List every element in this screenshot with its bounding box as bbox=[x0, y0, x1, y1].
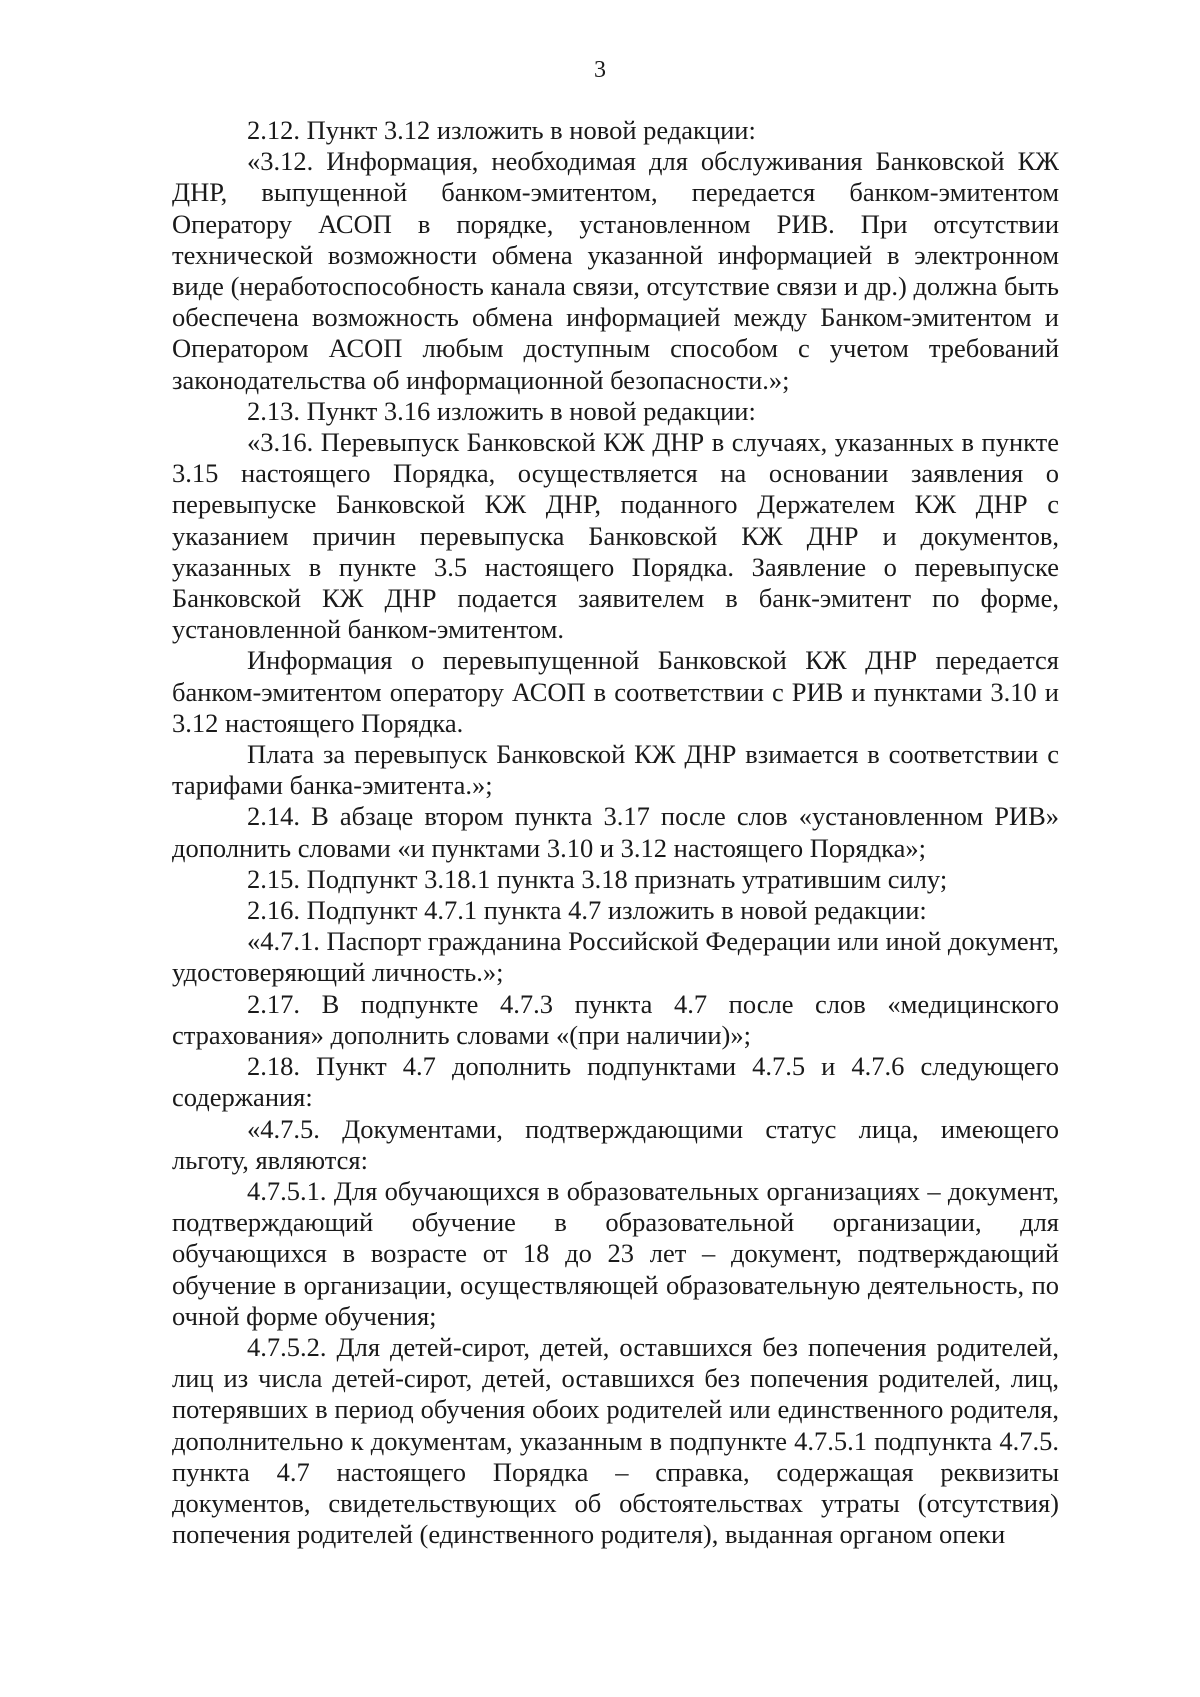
paragraph-3-16-text: «3.16. Перевыпуск Банковской КЖ ДНР в случаях, указанных в пункте 3.15 настоящего Порядка, осуществляется на основании заявления о перевыпуске Банковской КЖ ДНР, поданного Держателем КЖ ДНР с указанием причин перевыпуска Банковской КЖ ДНР и документов, указанных в пункте 3.5 настоящего Порядка. Заявление о перевыпуске Банковской КЖ ДНР подается заявителем в банк-эмитент по форме, установленной банком-эмитентом. bbox=[172, 427, 1059, 645]
page-number: 3 bbox=[594, 57, 606, 83]
paragraph-reissue-fee: Плата за перевыпуск Банковской КЖ ДНР взимается в соответствии с тарифами банка-эмитента.»; bbox=[172, 739, 1059, 801]
paragraph-4-7-5-1: 4.7.5.1. Для обучающихся в образовательных организациях – документ, подтверждающий обучение в образовательной организации, для обучающихся в возрасте от 18 до 23 лет – документ, подтверждающий обучение в организации, осуществляющей образовательную деятельность, по очной форме обучения; bbox=[172, 1175, 1059, 1331]
paragraph-2-15: 2.15. Подпункт 3.18.1 пункта 3.18 признать утратившим силу; bbox=[247, 863, 948, 894]
paragraph-4-7-5-2: 4.7.5.2. Для детей-сирот, детей, оставшихся без попечения родителей, лиц из числа детей-сирот, детей, оставшихся без попечения родителей, лиц, потерявших в период обучения обоих родителей или единственного родителя, дополнительно к документам, указанным в подпункте 4.7.5.1 подпункта 4.7.5. пункта 4.7 настоящего Порядка – справка, содержащая реквизиты документов, свидетельствующих об обстоятельствах утраты (отсутствия) попечения родителей (единственного родителя), выданная органом опеки bbox=[172, 1331, 1059, 1550]
paragraph-2-16: 2.16. Подпункт 4.7.1 пункта 4.7 изложить в новой редакции: bbox=[247, 895, 927, 926]
paragraph-2-17: 2.17. В подпункте 4.7.3 пункта 4.7 после слов «медицинского страхования» дополнить словами «(при наличии)»; bbox=[172, 988, 1059, 1050]
paragraph-2-12: 2.12. Пункт 3.12 изложить в новой редакции: bbox=[247, 115, 756, 145]
paragraph-reissue-info: Информация о перевыпущенной Банковской КЖ ДНР передается банком-эмитентом оператору АСОП в соответствии с РИВ и пунктами 3.10 и 3.12 настоящего Порядка. bbox=[172, 645, 1059, 738]
paragraph-3-12-text: «3.12. Информация, необходимая для обслуживания Банковской КЖ ДНР, выпущенной банком-эмитентом, передается банком-эмитентом Оператору АСОП в порядке, установленном РИВ. При отсутствии технической возможности обмена указанной информацией в электронном виде (неработоспособность канала связи, отсутствие связи и др.) должна быть обеспечена возможность обмена информацией между Банком-эмитентом и Оператором АСОП любым доступным способом с учетом требований законодательства об информационной безопасности.»; bbox=[172, 146, 1059, 395]
paragraph-2-18: 2.18. Пункт 4.7 дополнить подпунктами 4.7.5 и 4.7.6 следующего содержания: bbox=[172, 1051, 1059, 1113]
document-body bbox=[172, 115, 1059, 1550]
paragraph-2-14: 2.14. В абзаце втором пункта 3.17 после слов «установленном РИВ» дополнить словами «и пунктами 3.10 и 3.12 настоящего Порядка»; bbox=[172, 801, 1059, 863]
paragraph-4-7-1-text: «4.7.1. Паспорт гражданина Российской Федерации или иной документ, удостоверяющий личность.»; bbox=[172, 926, 1059, 988]
paragraph-4-7-5-text: «4.7.5. Документами, подтверждающими статус лица, имеющего льготу, являются: bbox=[172, 1113, 1059, 1175]
paragraph-2-13: 2.13. Пункт 3.16 изложить в новой редакции: bbox=[247, 395, 756, 426]
